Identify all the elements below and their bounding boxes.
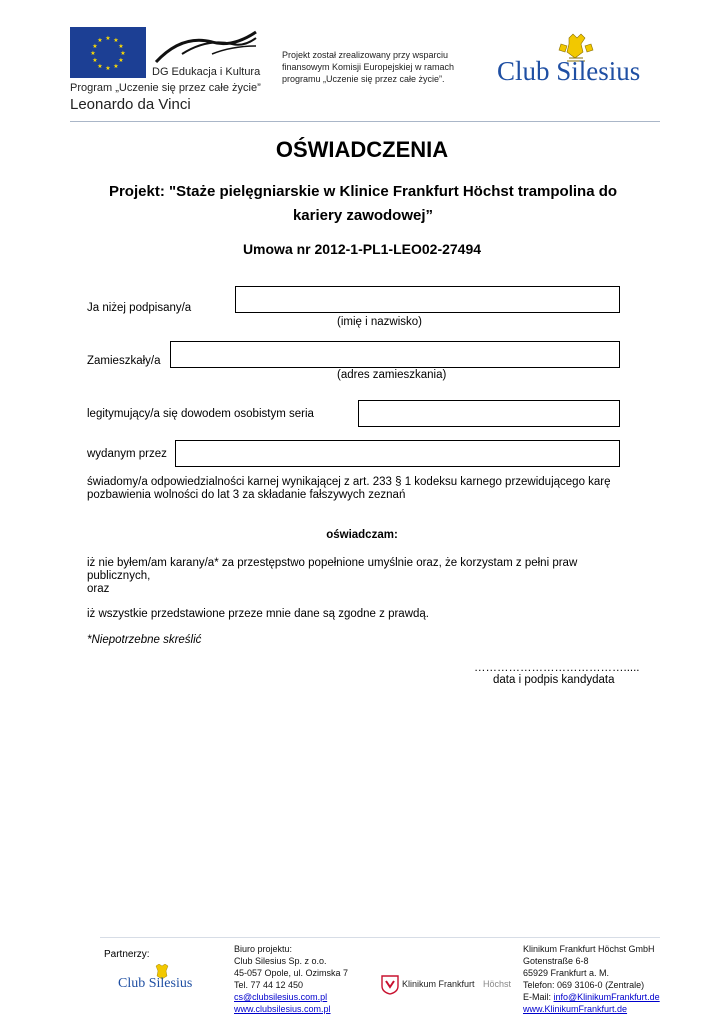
awareness-paragraph: świadomy/a odpowiedzialności karnej wynikającej z art. 233 § 1 kodeksu karnego przewidującego karę pozbawienia wolności do lat 3 za składanie fałszywych zeznań <box>87 476 611 501</box>
partner-club-silesius-logo <box>116 964 216 994</box>
project-funding-note: Projekt został zrealizowany przy wsparciu finansowym Komisji Europejskiej w ramach programu „Uczenie się przez całe życie”. <box>282 50 455 84</box>
office-title: Biuro projektu: <box>234 944 293 954</box>
svg-text:★: ★ <box>92 57 98 64</box>
statement-1-line-3: oraz <box>87 583 110 595</box>
svg-text:★: ★ <box>92 43 98 50</box>
office-address: 45-057 Opole, ul. Ozimska 7 <box>234 968 349 978</box>
office-email-link[interactable]: cs@clubsilesius.com.pl <box>234 992 328 1002</box>
klinikum-logo-text: Klinikum Frankfurt <box>402 979 475 989</box>
office-web-link[interactable]: www.clubsilesius.com.pl <box>234 1004 331 1014</box>
partners-label: Partnerzy: <box>104 949 150 960</box>
kf-street: Gotenstraße 6-8 <box>523 956 589 966</box>
contract-number: Umowa nr 2012-1-PL1-LEO02-27494 <box>242 241 482 257</box>
signature-line: …………………………………..... <box>474 662 640 674</box>
issued-by-field[interactable] <box>175 440 620 467</box>
name-hint: (imię i nazwisko) <box>337 316 422 328</box>
eu-flag-logo <box>70 27 146 78</box>
klinikum-logo-subtext: Höchst <box>483 979 512 989</box>
project-office-block <box>234 943 348 1015</box>
address-hint: (adres zamieszkania) <box>337 369 447 381</box>
kf-web-link[interactable]: www.KlinikumFrankfurt.de <box>523 1004 628 1014</box>
leonardo-da-vinci-text: Leonardo da Vinci <box>70 96 191 113</box>
footnote: *Niepotrzebne skreślić <box>87 634 202 646</box>
leonardo-logo-wave <box>152 24 258 66</box>
statement-1-line-2: publicznych, <box>87 570 151 582</box>
office-phone: Tel. 77 44 12 450 <box>234 980 304 990</box>
svg-text:★: ★ <box>120 50 126 57</box>
kf-email-link[interactable]: info@KlinikumFrankfurt.de <box>553 992 660 1002</box>
program-text: Program „Uczenie się przez całe życie” <box>70 82 261 94</box>
svg-text:★: ★ <box>113 63 119 70</box>
kf-name: Klinikum Frankfurt Höchst GmbH <box>523 944 655 954</box>
svg-text:★: ★ <box>118 57 124 64</box>
kf-city: 65929 Frankfurt a. M. <box>523 968 610 978</box>
kf-email-prefix: E-Mail: <box>523 992 554 1002</box>
address-field[interactable] <box>170 341 620 368</box>
statement-1-line-1: iż nie byłem/am karany/a* za przestępstwo popełnione umyślnie oraz, że korzystam z pełni praw <box>87 557 578 569</box>
id-series-label: legitymujący/a się dowodem osobistym seria <box>87 408 314 420</box>
signature-label: data i podpis kandydata <box>493 674 615 686</box>
svg-text:★: ★ <box>118 43 124 50</box>
page-title: OŚWIADCZENIA <box>275 137 449 162</box>
project-subtitle: Projekt: "Staże pielęgniarskie w Klinice Frankfurt Höchst trampolina do kariery zawodowej” <box>108 183 618 224</box>
svg-text:★: ★ <box>105 65 111 72</box>
club-silesius-logo-text: Club Silesius <box>497 56 641 86</box>
svg-text:★: ★ <box>105 35 111 42</box>
header-divider <box>70 121 660 122</box>
club-silesius-logo <box>495 30 705 92</box>
footer-divider <box>100 937 660 938</box>
issued-by-label: wydanym przez <box>87 448 167 460</box>
svg-text:★: ★ <box>97 37 103 44</box>
dg-education-text: DG Edukacja i Kultura <box>152 66 261 78</box>
office-company: Club Silesius Sp. z o.o. <box>234 956 327 966</box>
klinikum-contact-block <box>523 943 660 1015</box>
declare-heading: oświadczam: <box>326 529 398 541</box>
svg-text:★: ★ <box>97 63 103 70</box>
svg-text:★: ★ <box>90 50 96 57</box>
kf-phone: Telefon: 069 3106-0 (Zentrale) <box>523 980 645 990</box>
partner-club-silesius-text: Club Silesius <box>118 976 193 991</box>
id-series-field[interactable] <box>358 400 620 427</box>
statement-2: iż wszystkie przedstawione przeze mnie dane są zgodne z prawdą. <box>87 608 429 620</box>
svg-text:★: ★ <box>113 37 119 44</box>
address-label: Zamieszkały/a <box>87 355 161 367</box>
klinikum-frankfurt-logo <box>381 975 521 995</box>
name-field[interactable] <box>235 286 620 313</box>
name-label: Ja niżej podpisany/a <box>87 302 192 314</box>
